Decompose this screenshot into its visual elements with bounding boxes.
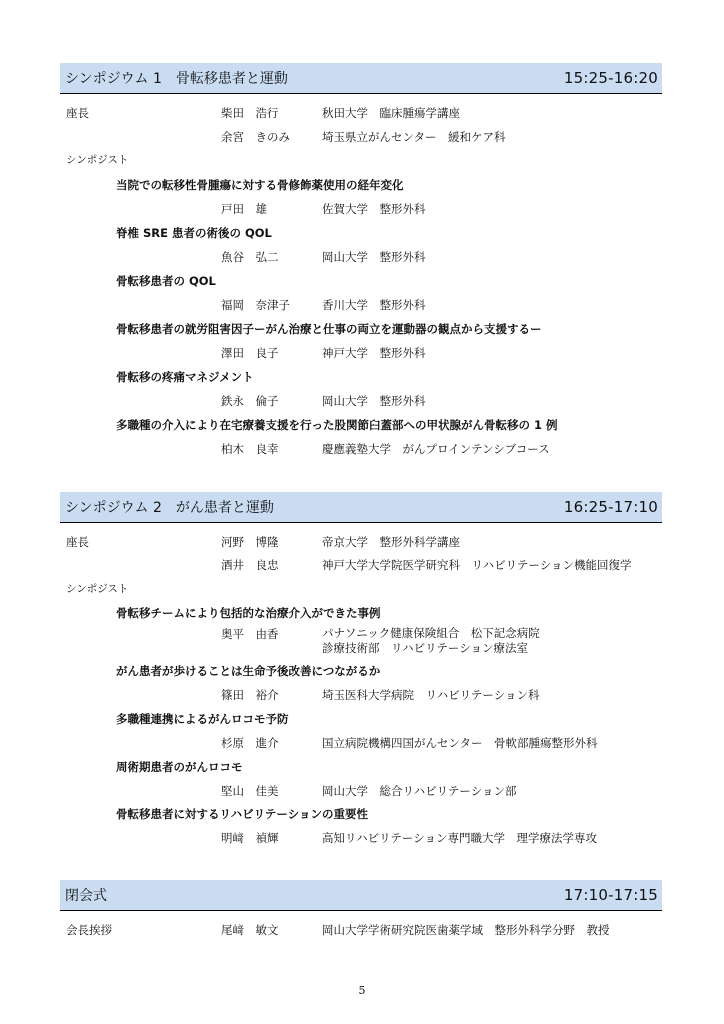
speaker-affiliation: 香川大学 整形外科 (322, 298, 426, 312)
talk-title: がん患者が歩けることは生命予後改善につながるか (116, 664, 381, 678)
role-label: 会長挨拶 (66, 923, 112, 937)
talk-title: 骨転移の疼痛マネジメント (116, 370, 254, 384)
speaker-affiliation: 神戸大学 整形外科 (322, 346, 426, 360)
speaker-affiliation: 慶應義塾大学 がんプロインテンシブコース (322, 442, 550, 456)
chair-affiliation: 神戸大学大学院医学研究科 リハビリテーション機能回復学 (322, 558, 632, 572)
talk-title: 骨転移患者の QOL (116, 274, 216, 288)
speaker-name: 明﨑 禎輝 (221, 831, 279, 845)
section-title: 閉会式 (65, 888, 107, 904)
talk-title: 脊椎 SRE 患者の術後の QOL (116, 226, 272, 240)
section-header-symposium-1 (60, 63, 662, 94)
section-header-closing (60, 880, 662, 911)
speaker-affiliation: 岡山大学 整形外科 (322, 250, 426, 264)
speaker-affiliation: 高知リハビリテーション専門職大学 理学療法学専攻 (322, 831, 597, 845)
chair-affiliation: 埼玉県立がんセンター 緩和ケア科 (322, 130, 506, 144)
chair-name: 柴田 浩行 (221, 106, 279, 120)
speaker-affiliation-line2: 診療技術部 リハビリテーション療法室 (322, 641, 528, 655)
talk-title: 骨転移患者の就労阻害因子ーがん治療と仕事の両立を運動器の観点から支援するー (116, 322, 542, 336)
chair-label: 座長 (66, 106, 89, 120)
speaker-name: 奥平 由香 (221, 627, 279, 641)
speaker-affiliation: 国立病院機構四国がんセンター 骨軟部腫瘍整形外科 (322, 736, 598, 750)
chair-label: 座長 (66, 535, 89, 549)
speaker-affiliation: 岡山大学 整形外科 (322, 394, 426, 408)
talk-title: 多職種の介入により在宅療養支援を行った股関節臼蓋部への甲状腺がん骨転移の 1 例 (116, 418, 558, 432)
speaker-name: 杉原 進介 (221, 736, 279, 750)
speaker-name: 尾﨑 敏文 (221, 923, 279, 937)
speaker-affiliation: 岡山大学 総合リハビリテーション部 (322, 784, 517, 798)
speaker-affiliation: 佐賀大学 整形外科 (322, 202, 426, 216)
speaker-affiliation: 埼玉医科大学病院 リハビリテーション科 (322, 688, 540, 702)
chair-affiliation: 帝京大学 整形外科学講座 (322, 535, 460, 549)
page-number: 5 (358, 984, 366, 997)
speaker-name: 鉄永 倫子 (221, 394, 279, 408)
speaker-affiliation: 岡山大学学術研究院医歯薬学域 整形外科学分野 教授 (322, 923, 610, 937)
section-time: 16:25-17:10 (563, 498, 658, 516)
section-header-symposium-2 (60, 492, 662, 523)
chair-name: 酒井 良忠 (221, 558, 279, 572)
talk-title: 周術期患者のがんロコモ (116, 760, 243, 774)
section-time: 17:10-17:15 (563, 886, 658, 904)
talk-title: 多職種連携によるがんロコモ予防 (116, 712, 289, 726)
speaker-label: シンポジスト (66, 583, 129, 595)
chair-name: 河野 博隆 (221, 535, 279, 549)
section-title: シンポジウム 2 がん患者と運動 (65, 500, 274, 516)
speaker-affiliation: パナソニック健康保険組合 松下記念病院 (322, 626, 540, 640)
speaker-name: 戸田 雄 (221, 202, 267, 216)
speaker-name: 篠田 裕介 (221, 688, 279, 702)
talk-title: 当院での転移性骨腫瘍に対する骨修飾薬使用の経年変化 (116, 178, 404, 192)
chair-affiliation: 秋田大学 臨床腫瘍学講座 (322, 106, 460, 120)
chair-name: 余宮 きのみ (221, 130, 290, 144)
section-title: シンポジウム 1 骨転移患者と運動 (65, 71, 288, 87)
talk-title: 骨転移患者に対するリハビリテーションの重要性 (116, 807, 368, 821)
talk-title: 骨転移チームにより包括的な治療介入ができた事例 (116, 606, 381, 620)
speaker-name: 柏木 良幸 (221, 442, 279, 456)
speaker-name: 福岡 奈津子 (221, 298, 290, 312)
speaker-name: 魚谷 弘二 (221, 250, 279, 264)
speaker-label: シンポジスト (66, 154, 129, 166)
speaker-name: 堅山 佳美 (221, 784, 279, 798)
speaker-name: 澤田 良子 (221, 346, 279, 360)
section-time: 15:25-16:20 (563, 69, 658, 87)
